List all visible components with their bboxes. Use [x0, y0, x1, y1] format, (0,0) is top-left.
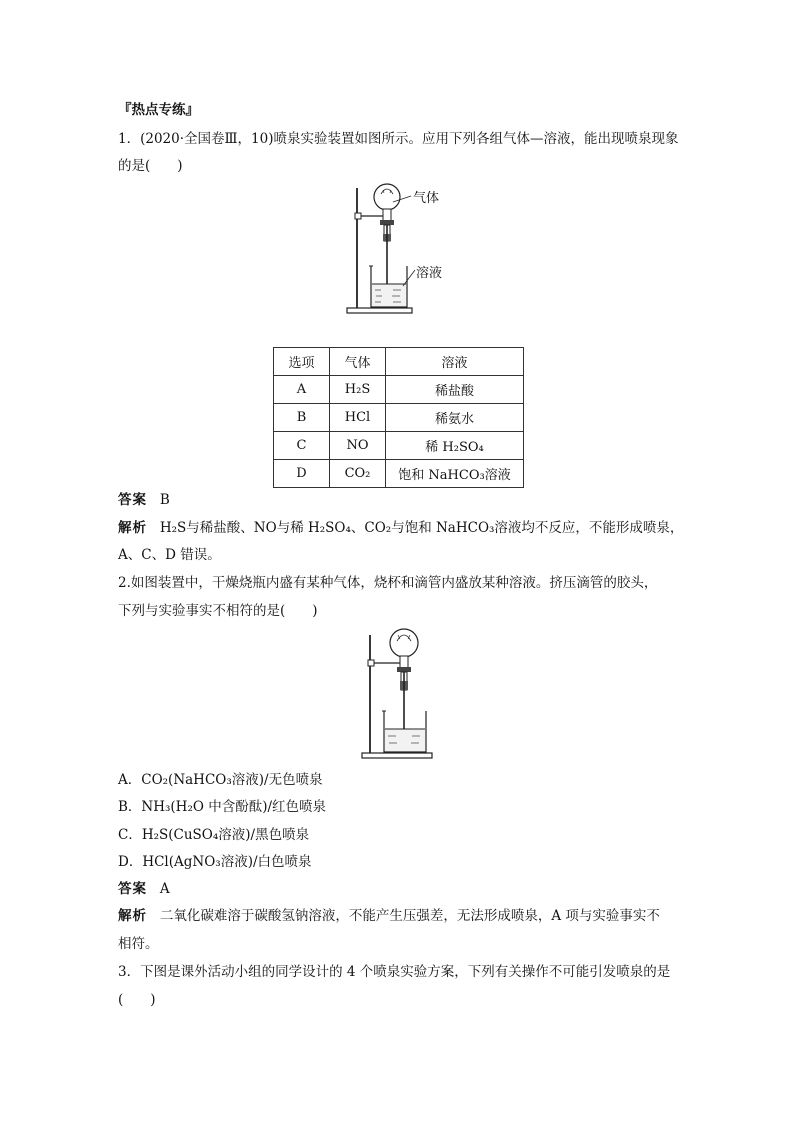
q1-figure-label-gas: 气体 — [413, 191, 440, 206]
q1-figure-label-solution: 溶液 — [416, 266, 443, 281]
table-header-cell: 选项 — [274, 348, 330, 376]
q2-option-c: C．H₂S(CuSO₄溶液)/黑色喷泉 — [118, 827, 310, 843]
section-title: 『热点专练』 — [118, 102, 199, 118]
q2-stem-line1: 2.如图装置中，干燥烧瓶内盛有某种气体，烧杯和滴管内盛放某种溶液。挤压滴管的胶头， — [118, 575, 658, 591]
q2-fountain-apparatus-figure — [360, 625, 440, 765]
q1-options-table — [273, 347, 524, 488]
table-cell: HCl — [330, 404, 386, 432]
table-cell: H₂S — [330, 376, 386, 404]
table-cell: 稀盐酸 — [386, 376, 524, 404]
q3-stem-line2: ( ) — [118, 992, 156, 1008]
q2-analysis-line1 — [118, 906, 660, 926]
q1-answer-value: B — [159, 492, 170, 508]
table-header-row — [274, 348, 524, 376]
q1-answer-label: 答案 — [118, 492, 147, 508]
table-row — [274, 432, 524, 460]
table-cell: NO — [330, 432, 386, 460]
table-cell: C — [274, 432, 330, 460]
q2-option-a: A．CO₂(NaHCO₃溶液)/无色喷泉 — [118, 772, 323, 788]
q1-answer — [118, 490, 170, 510]
q1-analysis-line1 — [118, 518, 683, 538]
table-cell: 稀氨水 — [386, 404, 524, 432]
q2-analysis-text: 二氧化碳难溶于碳酸氢钠溶液，不能产生压强差，无法形成喷泉，A 项与实验事实不 — [159, 908, 660, 924]
q2-analysis-label: 解析 — [118, 908, 147, 924]
table-cell: 稀 H₂SO₄ — [386, 432, 524, 460]
q2-stem-line2: 下列与实验事实不相符的是( ) — [118, 603, 318, 619]
table-cell: A — [274, 376, 330, 404]
table-cell: B — [274, 404, 330, 432]
q1-stem-line2: 的是( ) — [118, 158, 183, 174]
q1-stem-line1: 1．(2020·全国卷Ⅲ，10)喷泉实验装置如图所示。应用下列各组气体—溶液，能出现喷泉现象 — [118, 131, 679, 147]
q1-fountain-apparatus-figure — [345, 180, 465, 320]
q1-analysis-label: 解析 — [118, 520, 147, 536]
table-header-cell: 溶液 — [386, 348, 524, 376]
table-cell: CO₂ — [330, 460, 386, 488]
table-cell: D — [274, 460, 330, 488]
q2-answer-value: A — [159, 881, 170, 897]
table-row — [274, 376, 524, 404]
table-cell: 饱和 NaHCO₃溶液 — [386, 460, 524, 488]
q2-answer — [118, 879, 170, 899]
q2-option-b: B．NH₃(H₂O 中含酚酞)/红色喷泉 — [118, 799, 327, 815]
q1-analysis-line2: A、C、D 错误。 — [118, 547, 221, 563]
table-row — [274, 460, 524, 488]
q3-stem-line1: 3．下图是课外活动小组的同学设计的 4 个喷泉实验方案，下列有关操作不可能引发喷泉的是 — [118, 964, 671, 980]
table-row — [274, 404, 524, 432]
q2-analysis-line2: 相符。 — [118, 936, 159, 952]
q1-analysis-text: H₂S与稀盐酸、NO与稀 H₂SO₄、CO₂与饱和 NaHCO₃溶液均不反应，不能形成喷泉， — [159, 520, 684, 536]
table-header-cell: 气体 — [330, 348, 386, 376]
q2-option-d: D．HCl(AgNO₃溶液)/白色喷泉 — [118, 854, 312, 870]
q2-answer-label: 答案 — [118, 881, 147, 897]
